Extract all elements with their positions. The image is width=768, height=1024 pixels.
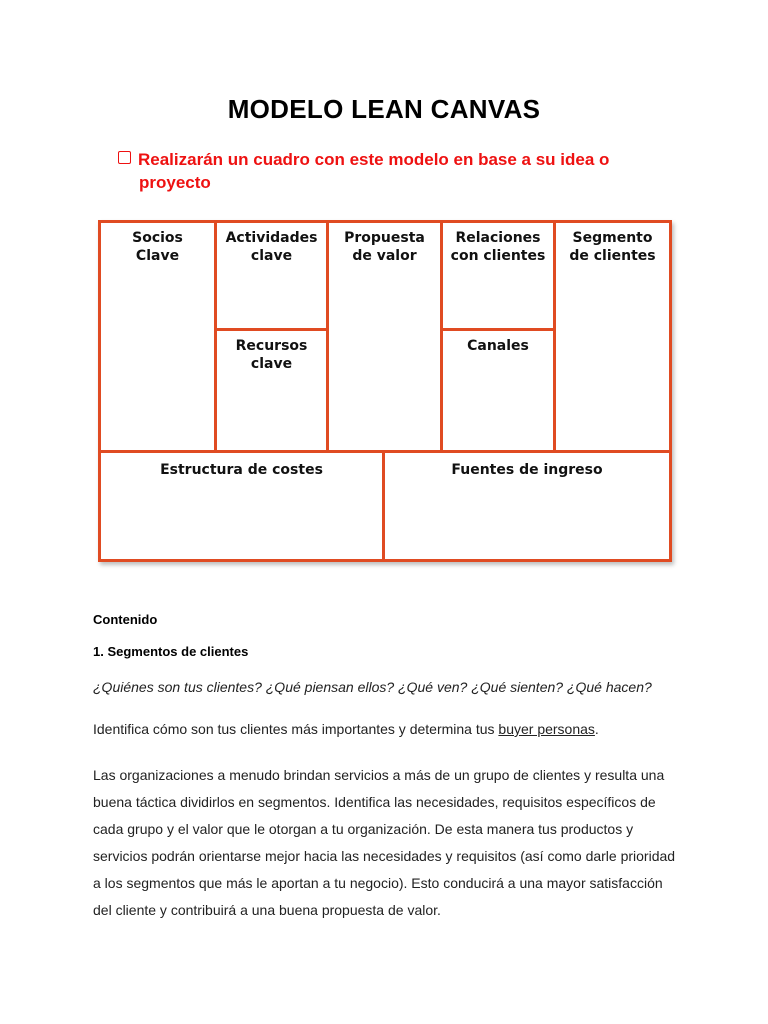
paragraph-buyer-personas (93, 721, 599, 737)
cell-label: Socios (132, 230, 183, 246)
cell-label: Estructura de costes (160, 462, 323, 478)
cell-label: Canales (467, 338, 529, 354)
cell-label: de clientes (569, 248, 656, 264)
canvas-cell-actividades-clave (214, 220, 329, 331)
cell-label: Recursos (235, 338, 308, 354)
cell-label: Fuentes de ingreso (451, 462, 603, 478)
canvas-cell-relaciones-clientes (440, 220, 556, 331)
page-title: MODELO LEAN CANVAS (227, 94, 541, 124)
cell-label: de valor (352, 248, 417, 264)
checkbox-bullet-icon (118, 151, 131, 164)
cell-label: con clientes (450, 248, 546, 264)
instruction-line-2: proyecto (139, 173, 211, 192)
cell-label: Propuesta (344, 230, 425, 246)
section-title: 1. Segmentos de clientes (93, 644, 249, 659)
canvas-cell-estructura-costes (98, 450, 385, 562)
cell-label: Actividades (225, 230, 318, 246)
cell-label: Clave (135, 248, 180, 264)
buyer-personas-link[interactable]: buyer personas (498, 721, 595, 737)
content-heading: Contenido (93, 612, 158, 627)
cell-label: clave (250, 248, 293, 264)
cell-label: Segmento (572, 230, 653, 246)
section-questions: ¿Quiénes son tus clientes? ¿Qué piensan ellos? ¿Qué ven? ¿Qué sienten? ¿Qué hacen? (93, 679, 652, 695)
cell-label: clave (250, 356, 293, 372)
canvas-cell-recursos-clave (214, 328, 329, 453)
canvas-cell-segmento-clientes (553, 220, 672, 453)
content-section (93, 612, 678, 918)
lean-canvas-diagram (98, 220, 672, 562)
paragraph-text-end: . (594, 721, 599, 737)
cell-label: Relaciones (455, 230, 541, 246)
canvas-cell-fuentes-ingreso (382, 450, 672, 562)
canvas-cell-propuesta-valor (326, 220, 443, 453)
instruction-line-1: Realizarán un cuadro con este modelo en base a su idea o (138, 150, 610, 169)
canvas-cell-canales (440, 328, 556, 453)
paragraph-text: Identifica cómo son tus clientes más importantes y determina tus (93, 721, 499, 737)
instruction-bullet (118, 148, 678, 194)
canvas-cell-socios-clave (98, 220, 217, 453)
paragraph-segmentos: Las organizaciones a menudo brindan servicios a más de un grupo de clientes y resulta una buena táctica dividirlos en segmentos. Identifica las necesidades, requisitos específicos de cada grupo y el valor que le otorgan a tu organización. De esta manera tus productos y servicios podrán orientarse mejor hacia las necesidades y requisitos (así como darle prioridad a los segmentos que más le aportan a tu negocio). Esto conducirá a una mayor satisfacción del cliente y contribuirá a una buena propuesta de valor. (93, 767, 676, 918)
